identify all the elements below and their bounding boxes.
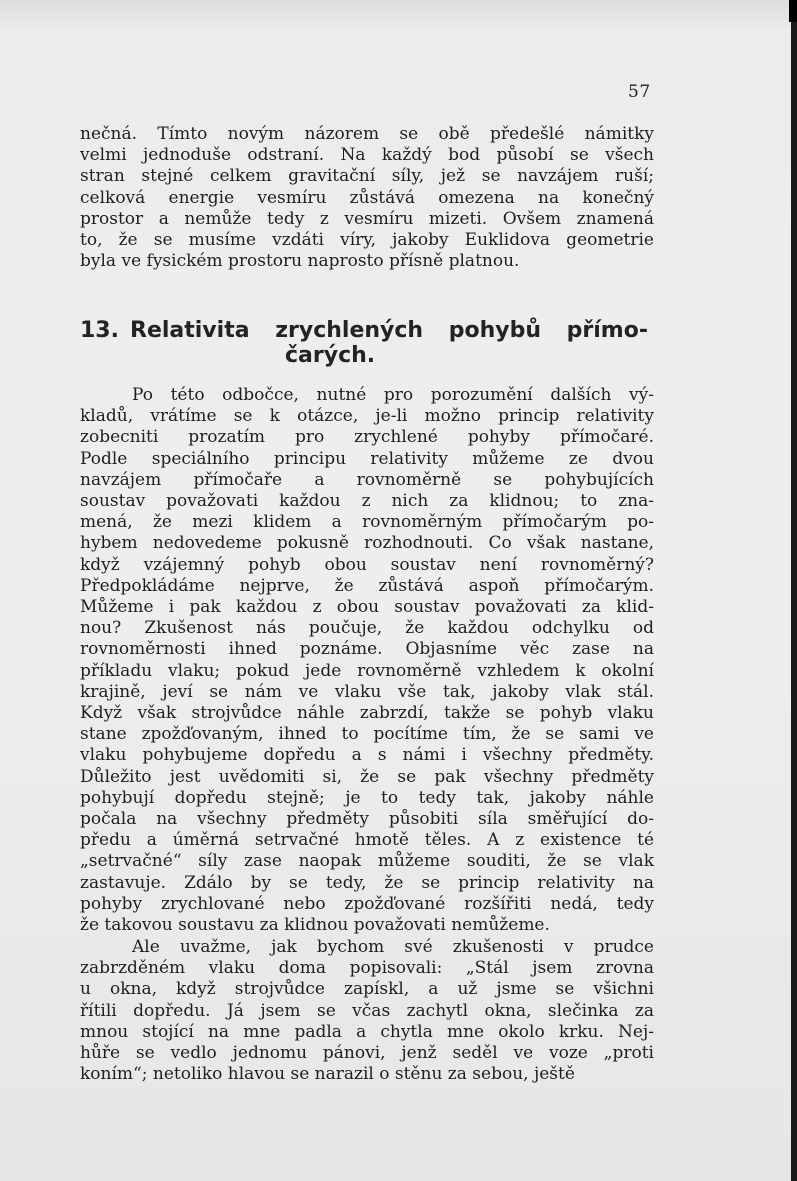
text-line: stran stejné celkem gravitační síly, jež se navzájem ruší;	[80, 166, 654, 187]
text-line: velmi jednoduše odstraní. Na každý bod působí se všech	[80, 145, 654, 166]
text-line: Podle speciálního principu relativity můžeme ze dvou	[80, 448, 654, 469]
page-number: 57	[628, 82, 651, 102]
text-line: „setrvačné“ síly zase naopak můžeme souditi, že se vlak	[80, 851, 654, 872]
page-edge-shadow	[791, 0, 797, 1181]
text-line: zastavuje. Zdálo by se tedy, že se princip relativity na	[80, 872, 654, 893]
text-line: hybem nedovedeme pokusně rozhodnouti. Co však nastane,	[80, 533, 654, 554]
text-line: rovnoměrnosti ihned poznáme. Objasníme věc zase na	[80, 639, 654, 660]
text-line: hůře se vedlo jednomu pánovi, jenž seděl ve voze „proti	[80, 1043, 654, 1064]
text-line: pohyby zrychlované nebo zpožďované rozšířiti nedá, tedy	[80, 893, 654, 914]
text-line: zabrzděném vlaku doma popisovali: „Stál jsem zrovna	[80, 958, 654, 979]
text-line: Předpokládáme nejprve, že zůstává aspoň přímočarým.	[80, 575, 654, 596]
text-line: Ale uvažme, jak bychom své zkušenosti v prudce	[132, 937, 654, 957]
text-line: příkladu vlaku; pokud jede rovnoměrně vzhledem k okolní	[80, 660, 654, 681]
text-line: byla ve fysickém prostoru naprosto přísně platnou.	[80, 251, 520, 272]
section-heading-line1	[80, 318, 654, 343]
section-number: 13.	[80, 318, 119, 343]
text-line: mnou stojící na mne padla a chytla mne okolo krku. Nej-	[80, 1021, 654, 1042]
text-line: Můžeme i pak každou z obou soustav považovati za klid-	[80, 597, 654, 618]
text-line: zobecniti prozatím pro zrychlené pohyby přímočaré.	[80, 427, 654, 448]
text-line: krajině, jeví se nám ve vlaku vše tak, jakoby vlak stál.	[80, 681, 654, 702]
text-line: stane zpožďovaným, ihned to pocítíme tím, že se sami ve	[80, 724, 654, 745]
section-heading	[80, 318, 654, 368]
text-line: to, že se musíme vzdáti víry, jakoby Euklidova geometrie	[80, 230, 654, 251]
text-line: nečná. Tímto novým názorem se obě předešlé námitky	[80, 124, 654, 144]
text-line: řítili dopředu. Já jsem se včas zachytl okna, slečinka za	[80, 1000, 654, 1021]
text-line: mená, že mezi klidem a rovnoměrným přímočarým po-	[80, 512, 654, 533]
text-line: pohybují dopředu stejně; je to tedy tak, jakoby náhle	[80, 787, 654, 808]
text-line: Když však strojvůdce náhle zabrzdí, takže se pohyb vlaku	[80, 703, 654, 724]
section-title-line1: Relativita zrychlených pohybů přímo-	[130, 318, 648, 343]
top-paragraph	[80, 124, 654, 272]
body-paragraph-1	[80, 385, 654, 936]
text-line: Důležito jest uvědomiti si, že se pak všechny předměty	[80, 766, 654, 787]
text-line: předu a úměrná setrvačné hmotě těles. A z existence té	[80, 830, 654, 851]
text-line: u okna, když strojvůdce zapískl, a už jsme se všichni	[80, 979, 654, 1000]
section-title-line2: čarých.	[285, 343, 376, 368]
scan-corner-mark	[789, 0, 797, 22]
text-line: prostor a nemůže tedy z vesmíru mizeti. Ovšem znamená	[80, 208, 654, 229]
text-line: že takovou soustavu za klidnou považovati nemůžeme.	[80, 915, 550, 936]
text-line: vlaku pohybujeme dopředu a s námi i všechny předměty.	[80, 745, 654, 766]
body-paragraph-2	[80, 937, 654, 1085]
text-line: kladů, vrátíme se k otázce, je-li možno princip relativity	[80, 406, 654, 427]
text-line: navzájem přímočaře a rovnoměrně se pohybujících	[80, 469, 654, 490]
text-line: celková energie vesmíru zůstává omezena na konečný	[80, 187, 654, 208]
text-line: nou? Zkušenost nás poučuje, že každou odchylku od	[80, 618, 654, 639]
text-line: soustav považovati každou z nich za klidnou; to zna-	[80, 491, 654, 512]
text-line: počala na všechny předměty působiti síla směřující do-	[80, 809, 654, 830]
text-line: když vzájemný pohyb obou soustav není rovnoměrný?	[80, 554, 654, 575]
text-line: koním“; netoliko hlavou se narazil o stěnu za sebou, ještě	[80, 1064, 575, 1085]
text-line: Po této odbočce, nutné pro porozumění dalších vý-	[132, 385, 654, 405]
